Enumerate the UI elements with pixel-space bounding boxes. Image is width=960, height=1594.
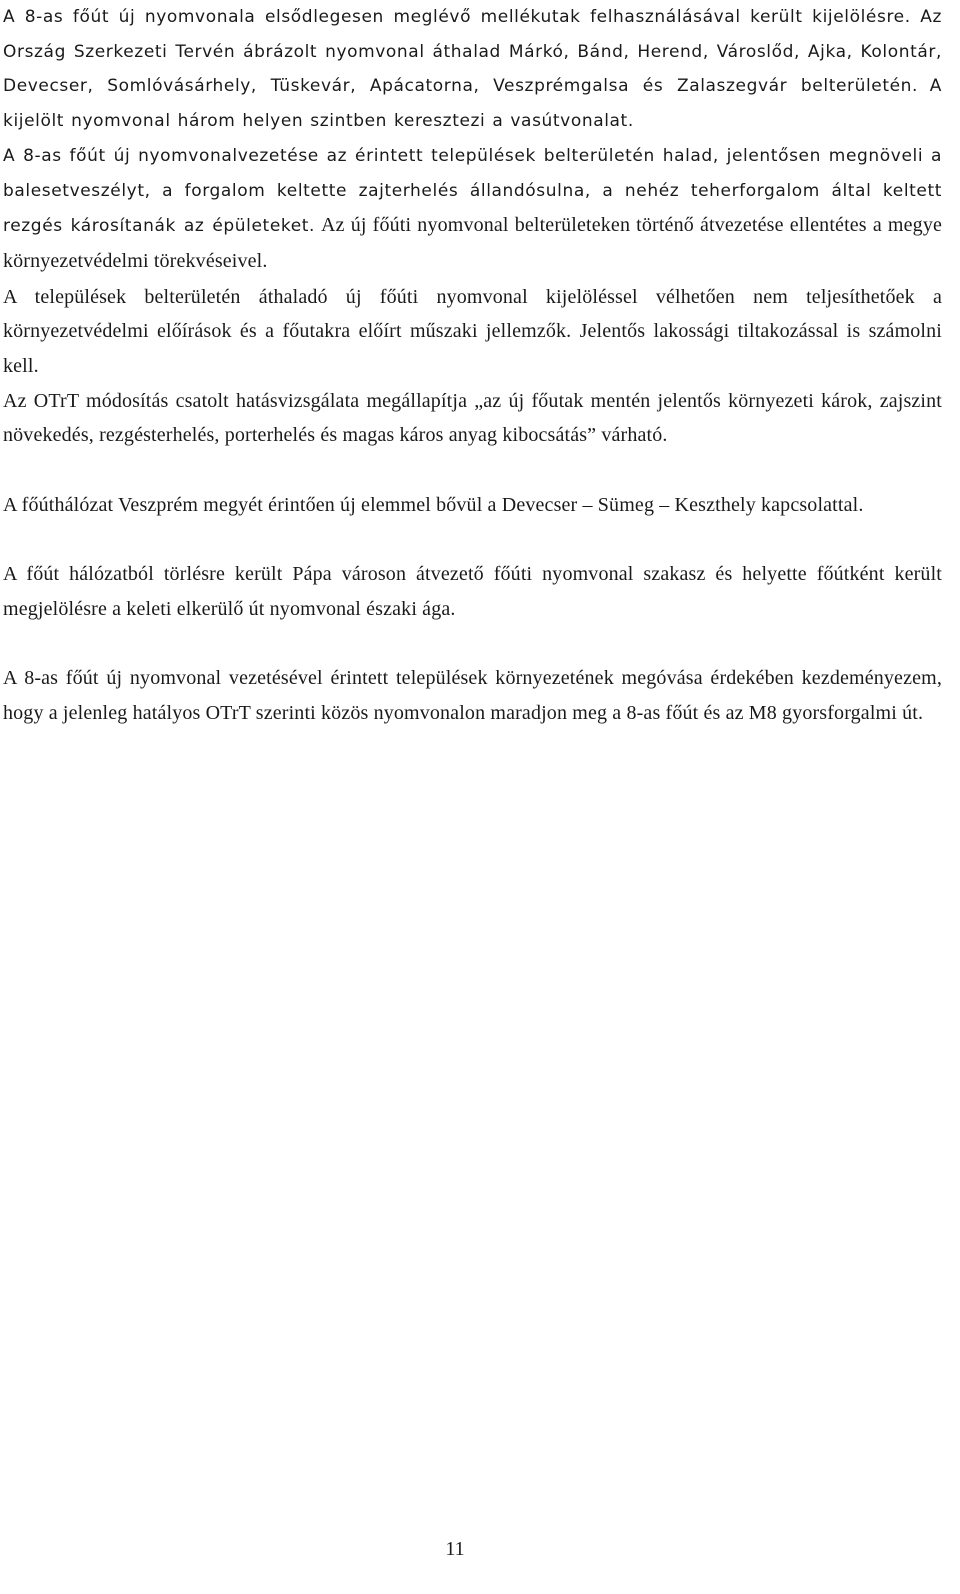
page-number: 11 [445,1538,465,1560]
paragraph-papa-section: A főút hálózatból törlésre került Pápa városon átvezető főúti nyomvonal szakasz és helyette főútként került megjelölésre a keleti elkerülő út nyomvonal északi ága. [3,563,942,620]
paragraph-initiative: A 8-as főút új nyomvonal vezetésével érintett települések környezetének megóvása érdekében kezdeményezem, hogy a jelenleg hatályos OTrT szerinti közös nyomvonalon maradjon meg a 8-as főút és az M8 gyorsforgalmi út. [3,667,942,725]
paragraph-regulations-text: A települések belterületén áthaladó új főúti nyomvonal kijelöléssel vélhetően nem teljesíthetőek a környezetvédelmi előírások és a főutakra előírt műszaki jellemzők. [3,285,942,343]
paragraph-railway-crossing-text: A kijelölt nyomvonal három helyen szintben keresztezi a vasútvonalat. [3,76,942,132]
paragraph-route-designation [3,0,942,139]
paragraph-route-designation-text: A 8-as főút új nyomvonala elsődlegesen meglévő mellékutak felhasználásával került kijelölésre. Az Ország Szerkezeti Tervén ábrázolt nyomvonal áthalad Márkó, Bánd, Herend, Városlőd, Ajka, Kolontár, Devecser, Somlóvásárhely, Tüskevár, Apácatorna, Veszprémgalsa és Zalaszegvár belterületén. [3,7,942,97]
paragraph-network-extension: A főúthálózat Veszprém megyét érintően új elemmel bővül a Devecser – Sümeg – Keszthely kapcsolattal. [3,493,864,516]
paragraph-regulations [3,280,942,384]
paragraph-impact-assessment: Az OTrT módosítás csatolt hatásvizsgálata megállapítja „az új főutak mentén jelentős környezeti károk, zajszint növekedés, rezgésterhelés, porterhelés és magas káros anyag kibocsátás” várható. [3,389,942,447]
paragraph-accident-risk-text: A 8-as főút új nyomvonalvezetése az érintett települések belterületén halad, jelentősen megnöveli a balesetveszélyt, a forgalom keltette zajterhelés állandósulna, a nehéz teherforgalom által keltett rezgés károsítanák az épületeket. [3,145,942,237]
paragraph-accident-risk [3,139,942,280]
paragraph-public-protest-text: Jelentős lakossági tiltakozással is számolni kell. [3,320,942,378]
paragraph-environmental-conflict-text: Az új főúti nyomvonal belterületeken történő átvezetése ellentétes a megye környezetvédelmi törekvéseivel. [3,214,942,272]
document-body [3,0,942,731]
